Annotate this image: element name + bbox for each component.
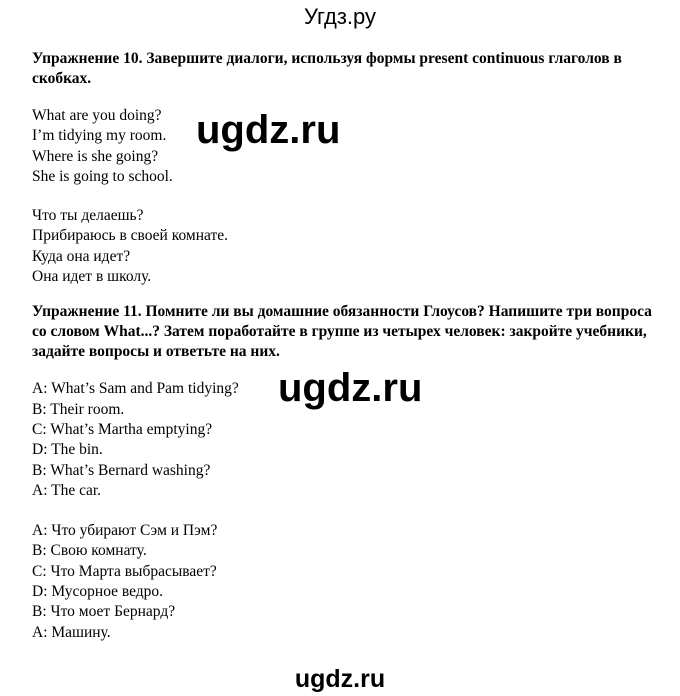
dialog-line: A: Машину. <box>32 623 111 641</box>
document-content <box>32 48 652 643</box>
dialog-line: A: Что убирают Сэм и Пэм? <box>32 522 218 540</box>
dialog-line: Where is she going? <box>32 147 159 165</box>
exercise-11-russian <box>32 521 652 643</box>
dialog-line: B: Что моет Бернард? <box>32 603 176 621</box>
exercise-11-heading: Упражнение 11. Помните ли вы домашние обязанности Глоусов? Напишите три вопроса со словом What...? Затем поработайте в группе из четырех человек: закройте учебники, задайте вопросы и ответьте на них. <box>32 303 652 361</box>
dialog-line: D: The bin. <box>32 441 103 459</box>
dialog-line: I’m tidying my room. <box>32 127 167 145</box>
dialog-line: Она идет в школу. <box>32 268 152 286</box>
dialog-line: She is going to school. <box>32 167 173 185</box>
footer-watermark-text: ugdz.ru <box>294 665 386 693</box>
dialog-line: Что ты делаешь? <box>32 207 144 225</box>
dialog-line: B: Their room. <box>32 400 125 418</box>
site-title: Угдз.ру <box>303 4 377 29</box>
dialog-line: B: Свою комнату. <box>32 542 147 560</box>
watermark-text: ugdz.ru <box>278 366 423 410</box>
exercise-10-russian <box>32 206 652 287</box>
watermark-text: ugdz.ru <box>196 108 341 152</box>
dialog-line: A: The car. <box>32 481 102 499</box>
dialog-line: Куда она идет? <box>32 247 131 265</box>
dialog-line: A: What’s Sam and Pam tidying? <box>32 380 239 398</box>
dialog-line: C: What’s Martha emptying? <box>32 420 213 438</box>
dialog-line: What are you doing? <box>32 107 162 124</box>
dialog-line: C: Что Марта выбрасывает? <box>32 562 217 580</box>
dialog-line: D: Мусорное ведро. <box>32 583 164 601</box>
dialog-line: B: What’s Bernard washing? <box>32 461 211 479</box>
exercise-10-english <box>32 106 652 187</box>
exercise-10-heading: Упражнение 10. Завершите диалоги, используя формы present continuous глаголов в скобках. <box>32 50 622 87</box>
dialog-line: Прибираюсь в своей комнате. <box>32 227 229 245</box>
